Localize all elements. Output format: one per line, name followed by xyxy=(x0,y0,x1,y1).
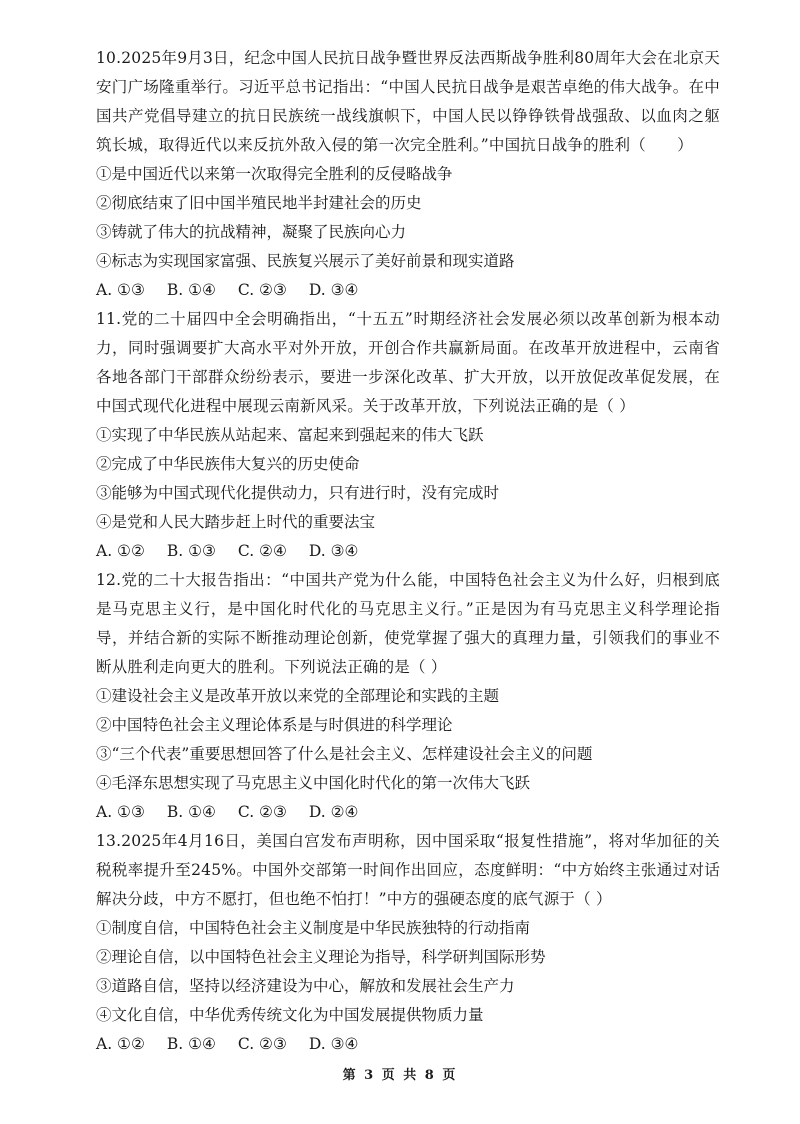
answer-d: D. ③④ xyxy=(308,281,359,299)
answer-a: A. ①③ xyxy=(96,281,145,299)
option-2: ②中国特色社会主义理论体系是与时俱进的科学理论 xyxy=(96,716,453,734)
option-1: ①制度自信，中国特色社会主义制度是中华民族独特的行动指南 xyxy=(96,919,531,937)
option-2: ②理论自信，以中国特色社会主义理论为指导，科学研判国际形势 xyxy=(96,948,546,966)
answer-a: A. ①② xyxy=(96,542,145,560)
exam-page xyxy=(96,44,720,1059)
answer-b: B. ①③ xyxy=(166,542,216,560)
answer-choices xyxy=(96,537,720,566)
option-4: ④是党和人民大踏步赶上时代的重要法宝 xyxy=(96,513,376,531)
option-1: ①是中国近代以来第一次取得完全胜利的反侵略战争 xyxy=(96,165,453,183)
question-12 xyxy=(96,566,720,827)
answer-a: A. ①② xyxy=(96,1035,145,1053)
answer-choices xyxy=(96,1030,720,1059)
answer-a: A. ①③ xyxy=(96,803,145,821)
option-3: ③能够为中国式现代化提供动力，只有进行时，没有完成时 xyxy=(96,484,500,502)
question-11 xyxy=(96,305,720,566)
answer-b: B. ①④ xyxy=(166,803,216,821)
option-2: ②彻底结束了旧中国半殖民地半封建社会的历史 xyxy=(96,194,422,212)
option-1: ①实现了中华民族从站起来、富起来到强起来的伟大飞跃 xyxy=(96,426,484,444)
answer-d: D. ③④ xyxy=(308,542,359,560)
option-3: ③铸就了伟大的抗战精神，凝聚了民族向心力 xyxy=(96,223,407,241)
option-3: ③道路自信，坚持以经济建设为中心，解放和发展社会生产力 xyxy=(96,977,515,995)
option-4: ④标志为实现国家富强、民族复兴展示了美好前景和现实道路 xyxy=(96,252,515,270)
answer-choices xyxy=(96,276,720,305)
answer-d: D. ③④ xyxy=(308,1035,359,1053)
question-stem: 13.2025年4月16日，美国白宫发布声明称，因中国采取“报复性措施”，将对华加征的关税税率提升至245%。中国外交部第一时间作出回应，态度鲜明：“中方始终主张通过对话解决分歧，中方不愿打，但也绝不怕打！”中方的强硬态度的底气源于（ ） xyxy=(96,832,720,908)
option-1: ①建设社会主义是改革开放以来党的全部理论和实践的主题 xyxy=(96,687,500,705)
answer-b: B. ①④ xyxy=(166,281,216,299)
question-10 xyxy=(96,44,720,305)
question-stem: 12.党的二十大报告指出：“中国共产党为什么能，中国特色社会主义为什么好，归根到底是马克思主义行，是中国化时代化的马克思主义行。”正是因为有马克思主义科学理论指导，并结合新的实际不断推动理论创新，使党掌握了强大的真理力量，引领我们的事业不断从胜利走向更大的胜利。下列说法正确的是（ ） xyxy=(96,571,720,676)
answer-d: D. ②④ xyxy=(308,803,359,821)
option-3: ③“三个代表”重要思想回答了什么是社会主义、怎样建设社会主义的问题 xyxy=(96,745,593,763)
answer-b: B. ①④ xyxy=(166,1035,216,1053)
answer-choices xyxy=(96,798,720,827)
answer-c: C. ②③ xyxy=(237,803,287,821)
page-number-footer: 第 3 页 共 8 页 xyxy=(342,1068,458,1083)
answer-c: C. ②④ xyxy=(237,542,287,560)
answer-c: C. ②③ xyxy=(237,1035,287,1053)
option-4: ④文化自信，中华优秀传统文化为中国发展提供物质力量 xyxy=(96,1006,484,1024)
question-13 xyxy=(96,827,720,1059)
option-2: ②完成了中华民族伟大复兴的历史使命 xyxy=(96,455,360,473)
answer-c: C. ②③ xyxy=(237,281,287,299)
option-4: ④毛泽东思想实现了马克思主义中国化时代化的第一次伟大飞跃 xyxy=(96,774,531,792)
question-stem: 10.2025年9月3日，纪念中国人民抗日战争暨世界反法西斯战争胜利80周年大会在北京天安门广场隆重举行。习近平总书记指出：“中国人民抗日战争是艰苦卓绝的伟大战争。在中国共产党倡导建立的抗日民族统一战线旗帜下，中国人民以铮铮铁骨战强敌、以血肉之躯筑长城，取得近代以来反抗外敌入侵的第一次完全胜利。”中国抗日战争的胜利（ ） xyxy=(96,49,720,154)
question-stem: 11.党的二十届四中全会明确指出，“十五五”时期经济社会发展必须以改革创新为根本动力，同时强调要扩大高水平对外开放，开创合作共赢新局面。在改革开放进程中，云南省各地各部门干部群众纷纷表示，要进一步深化改革、扩大开放，以开放促改革促发展，在中国式现代化进程中展现云南新风采。关于改革开放，下列说法正确的是（ ） xyxy=(96,310,720,415)
